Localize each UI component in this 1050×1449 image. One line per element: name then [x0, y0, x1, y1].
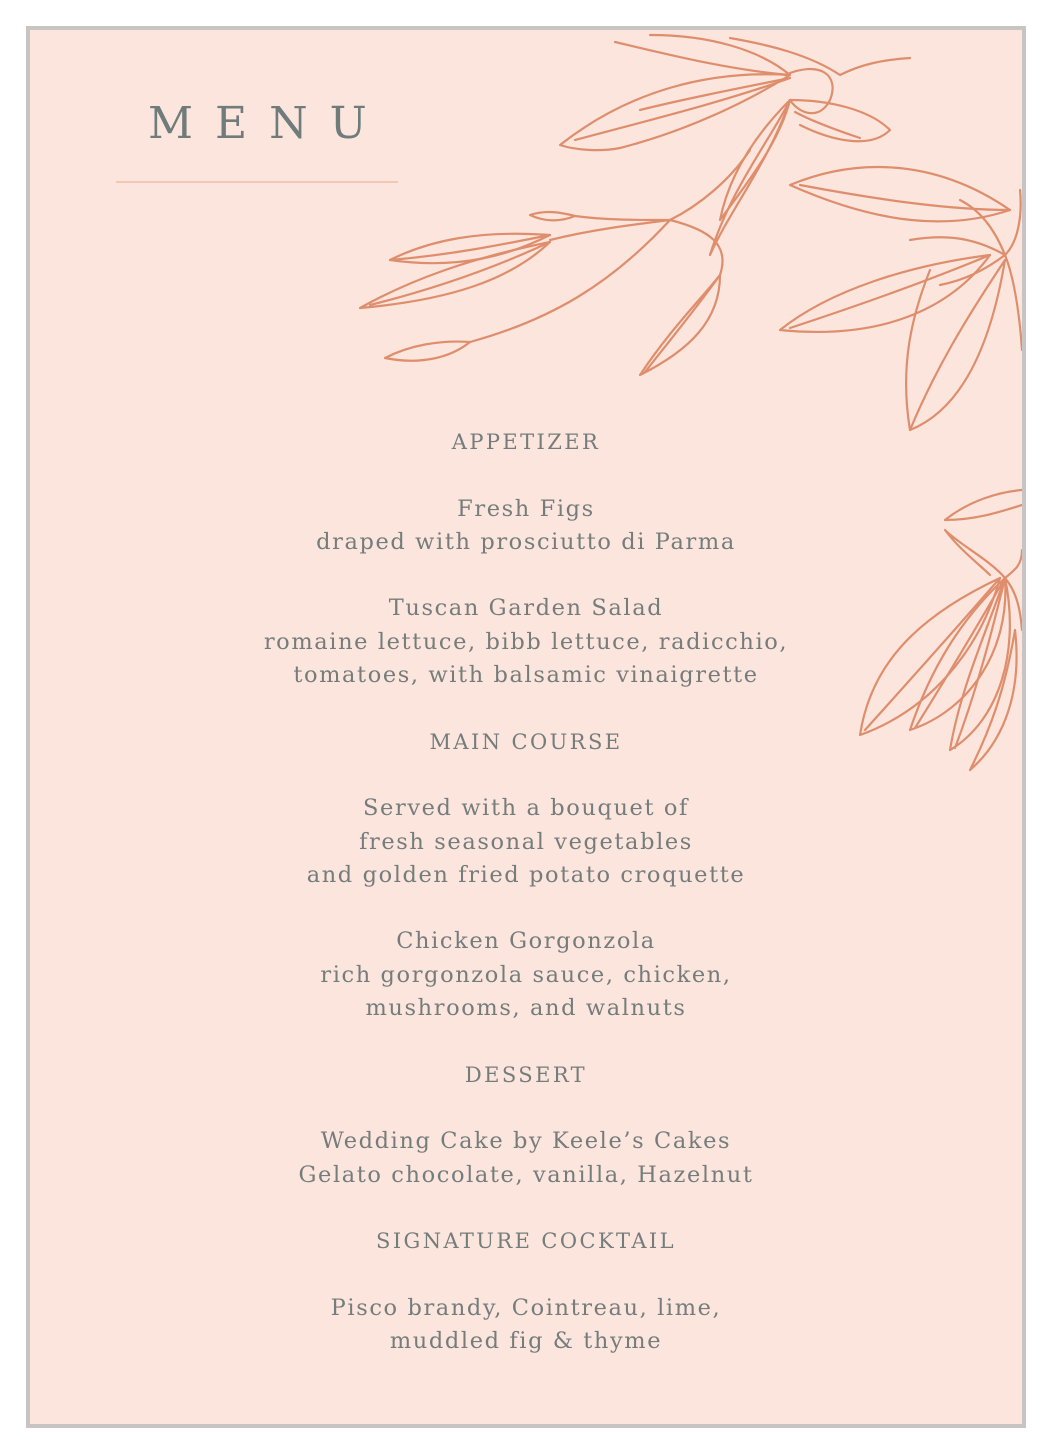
- menu-title: MENU: [148, 98, 389, 149]
- menu-section-appetizer: [126, 426, 926, 692]
- item-line: Served with a bouquet of: [363, 795, 689, 822]
- item-line: draped with prosciutto di Parma: [316, 528, 736, 555]
- item-line: Fresh Figs: [457, 495, 595, 522]
- section-heading: SIGNATURE COCKTAIL: [376, 1229, 676, 1254]
- item-line: muddled fig & thyme: [389, 1328, 663, 1355]
- section-heading: DESSERT: [464, 1062, 588, 1087]
- item-line: Chicken Gorgonzola: [396, 928, 656, 955]
- menu-section-dessert: [126, 1059, 926, 1192]
- item-line: mushrooms, and walnuts: [365, 995, 687, 1022]
- menu-section-main-course: [126, 726, 926, 1026]
- menu-item: [126, 1292, 926, 1359]
- item-line: and golden fried potato croquette: [306, 861, 746, 888]
- section-heading: MAIN COURSE: [429, 729, 623, 754]
- menu-content: [126, 426, 926, 1392]
- item-line: fresh seasonal vegetables: [359, 828, 693, 855]
- item-line: rich gorgonzola sauce, chicken,: [320, 961, 732, 988]
- menu-card: [26, 26, 1026, 1428]
- item-line: romaine lettuce, bibb lettuce, radicchio,: [263, 628, 789, 655]
- item-line: Pisco brandy, Cointreau, lime,: [330, 1294, 722, 1321]
- item-line: tomatoes, with balsamic vinaigrette: [293, 662, 759, 689]
- menu-item: [126, 1125, 926, 1192]
- menu-item: [126, 925, 926, 1025]
- item-line: Gelato chocolate, vanilla, Hazelnut: [298, 1161, 754, 1188]
- menu-item: [126, 792, 926, 892]
- menu-section-signature-cocktail: [126, 1225, 926, 1358]
- section-heading: APPETIZER: [451, 430, 601, 454]
- item-line: Wedding Cake by Keele’s Cakes: [320, 1128, 732, 1155]
- menu-item: [126, 592, 926, 692]
- title-divider: [116, 181, 398, 183]
- menu-item: [126, 493, 926, 560]
- item-line: Tuscan Garden Salad: [388, 595, 664, 622]
